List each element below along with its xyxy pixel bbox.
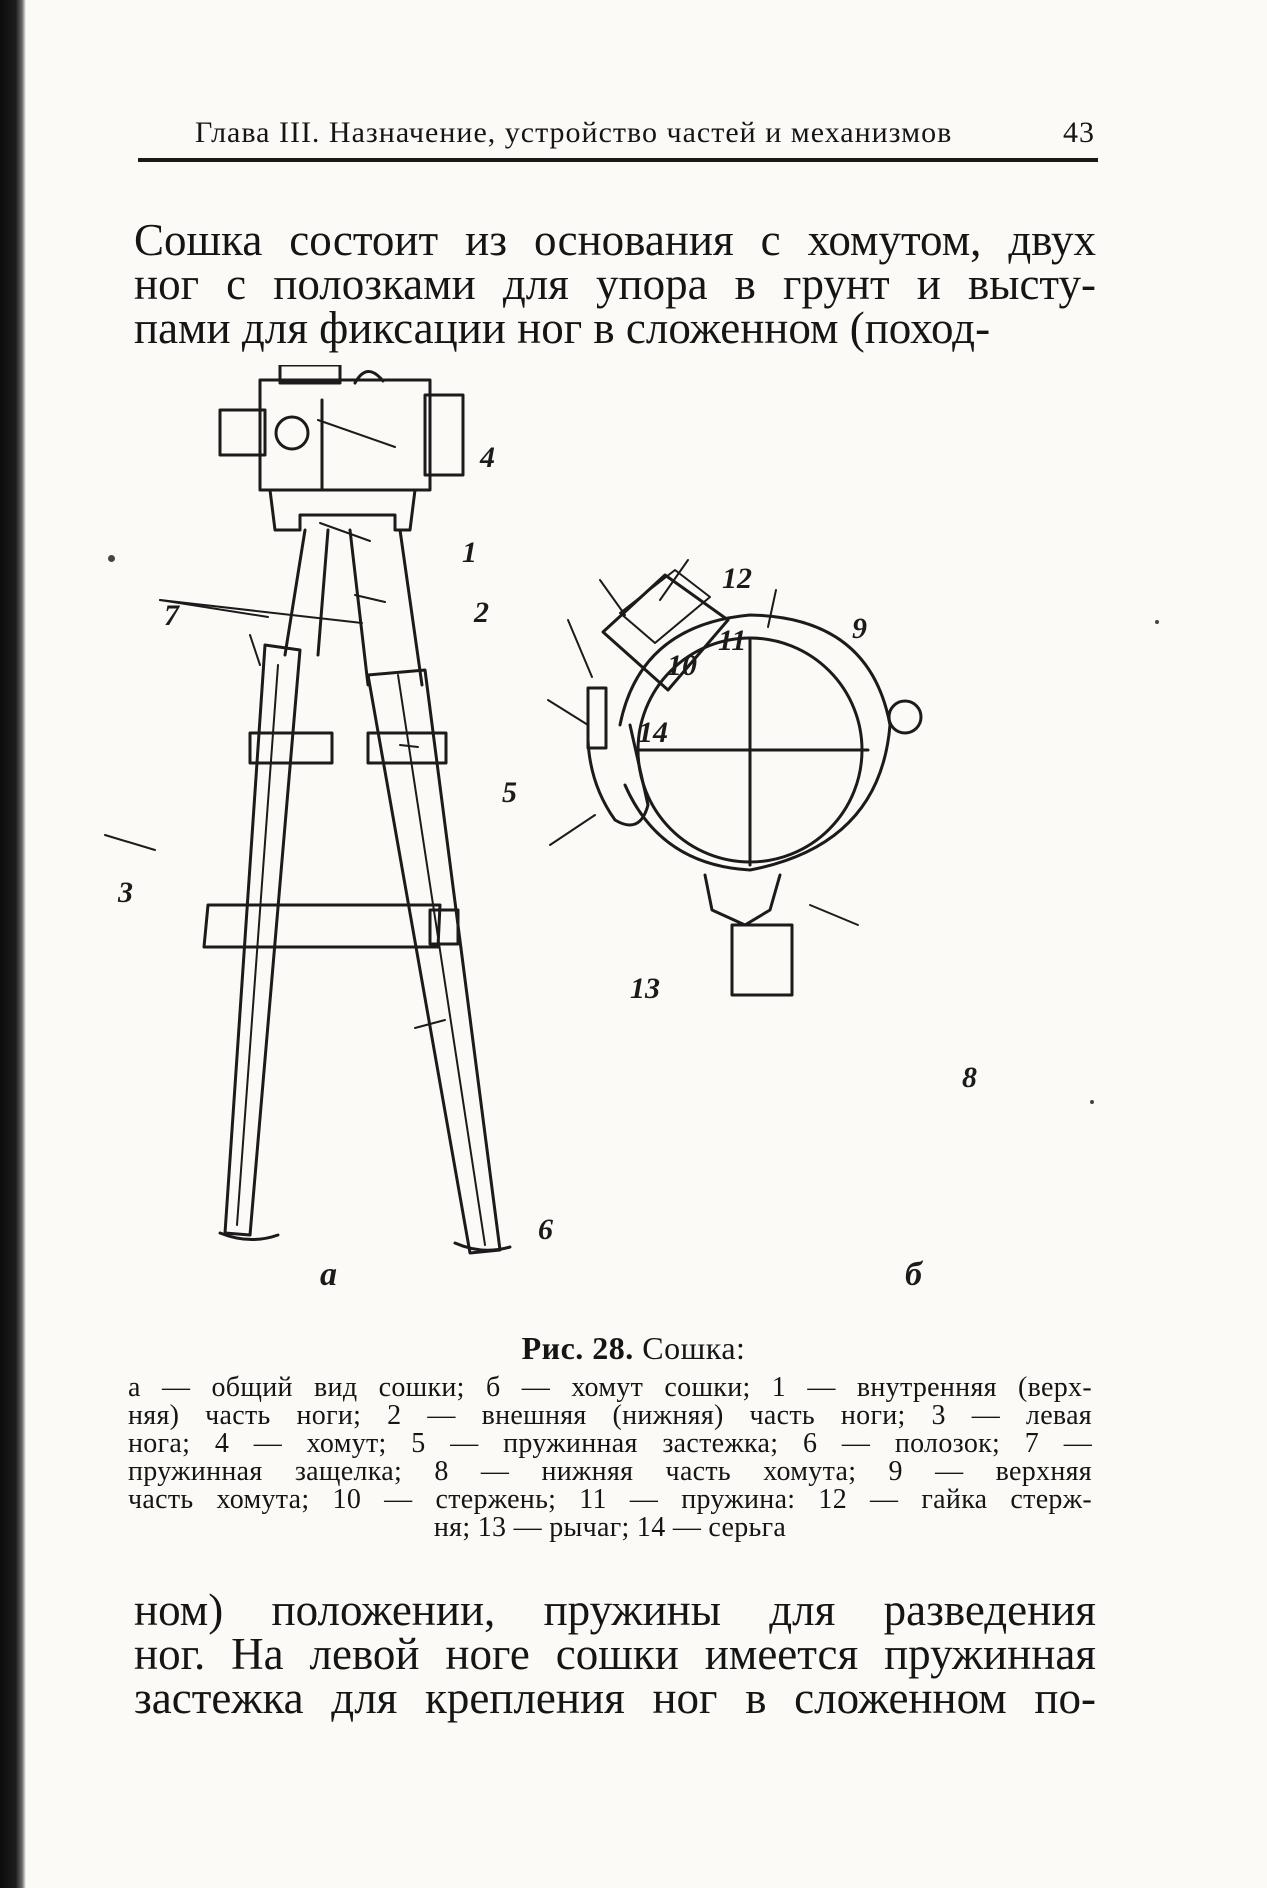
figure-legend: [128, 1374, 1092, 1542]
running-header: [195, 112, 1095, 152]
clamp-left-lug: [220, 410, 265, 455]
callout-14: 14: [638, 716, 668, 749]
skid-right: [455, 1243, 510, 1250]
clamp-fork: [270, 490, 415, 530]
leader-3: [105, 835, 155, 850]
leader-13: [550, 815, 595, 845]
leader-14: [548, 700, 588, 725]
text-line: застежка для крепления ног в сложенном по-: [134, 1673, 1096, 1723]
leader-9: [768, 590, 776, 627]
callout-5: 5: [502, 776, 517, 809]
print-speck: [1155, 620, 1159, 624]
callout-1: 1: [462, 536, 477, 569]
leader-11: [600, 580, 625, 615]
shackle: [588, 688, 606, 748]
bipod-general-view: [105, 365, 510, 1253]
callout-9: 9: [852, 612, 867, 645]
clamp-lower-neck: [705, 875, 780, 925]
clamp-body: [260, 380, 430, 490]
leader-10: [568, 620, 592, 677]
callout-12: 12: [722, 562, 752, 595]
print-speck: [108, 555, 115, 562]
legend-line: пружинная защелка; 8 — нижняя часть хомута; 9 — верхняя: [128, 1456, 1092, 1487]
callout-6: 6: [538, 1213, 553, 1246]
text-line: ног с полозками для упора в грунт и высту-: [134, 259, 1096, 309]
header-chapter-title: Глава III. Назначение, устройство частей и механизмов: [195, 116, 953, 149]
callout-3: 3: [118, 876, 133, 909]
legend-line: а — общий вид сошки; б — хомут сошки; 1 — внутренняя (верх-: [128, 1372, 1092, 1403]
legend-line: няя) часть ноги; 2 — внешняя (нижняя) часть ноги; 3 — левая: [128, 1400, 1092, 1431]
left-leg-upper: [285, 530, 328, 655]
paragraph-bottom: [134, 1585, 1096, 1723]
text-line: ног. На левой ноге сошки имеется пружинная: [134, 1629, 1096, 1679]
book-binding-edge: [0, 0, 26, 1888]
clamp-hinge-pin: [889, 701, 921, 733]
callout-2: 2: [474, 596, 489, 629]
callout-13: 13: [630, 972, 660, 1005]
text-line: Сошка состоит из основания с хомутом, двух: [134, 215, 1096, 265]
left-leg-spring: [250, 635, 260, 665]
right-leg-upper: [350, 530, 422, 685]
paragraph-top: [134, 215, 1096, 353]
figure-28: [100, 365, 1120, 1305]
figure-caption-name: Сошка:: [642, 1330, 746, 1366]
callout-10: 10: [667, 649, 697, 682]
leader-7b: [160, 600, 362, 623]
leader-4: [318, 420, 395, 447]
right-leg: [368, 670, 500, 1253]
leader-8: [810, 905, 858, 925]
callout-8: 8: [962, 1061, 977, 1094]
header-rule: [138, 158, 1098, 162]
text-line: ном) положении, пружины для разведения: [134, 1585, 1096, 1635]
panel-label-a: а: [320, 1256, 337, 1293]
clamp-lower-stem: [732, 925, 792, 995]
leg-spacer-bar: [204, 905, 440, 947]
legend-line: ня; 13 — рычаг; 14 — серьга: [433, 1512, 787, 1543]
legend-line: нога; 4 — хомут; 5 — пружинная застежка; 6 — полозок; 7 —: [128, 1428, 1092, 1459]
callout-7: 7: [164, 599, 179, 632]
print-speck: [1090, 1100, 1094, 1104]
spring-coil: [620, 570, 710, 643]
leader-5: [400, 745, 418, 747]
page-number: 43: [1063, 116, 1095, 149]
clamp-pin: [276, 417, 308, 449]
panel-label-b: б: [905, 1256, 922, 1293]
right-leg-groove: [398, 675, 485, 1245]
figure-caption-title: [0, 1330, 1267, 1367]
text-line: пами для фиксации ног в сложенном (поход-: [134, 303, 991, 353]
figure-drawing: [100, 365, 1120, 1305]
callout-11: 11: [718, 624, 747, 657]
legend-line: часть хомута; 10 — стержень; 11 — пружина: 12 — гайка стерж-: [128, 1484, 1092, 1515]
callout-4: 4: [480, 441, 495, 474]
figure-caption-label: Рис. 28.: [521, 1330, 634, 1366]
leader-12: [660, 560, 688, 600]
